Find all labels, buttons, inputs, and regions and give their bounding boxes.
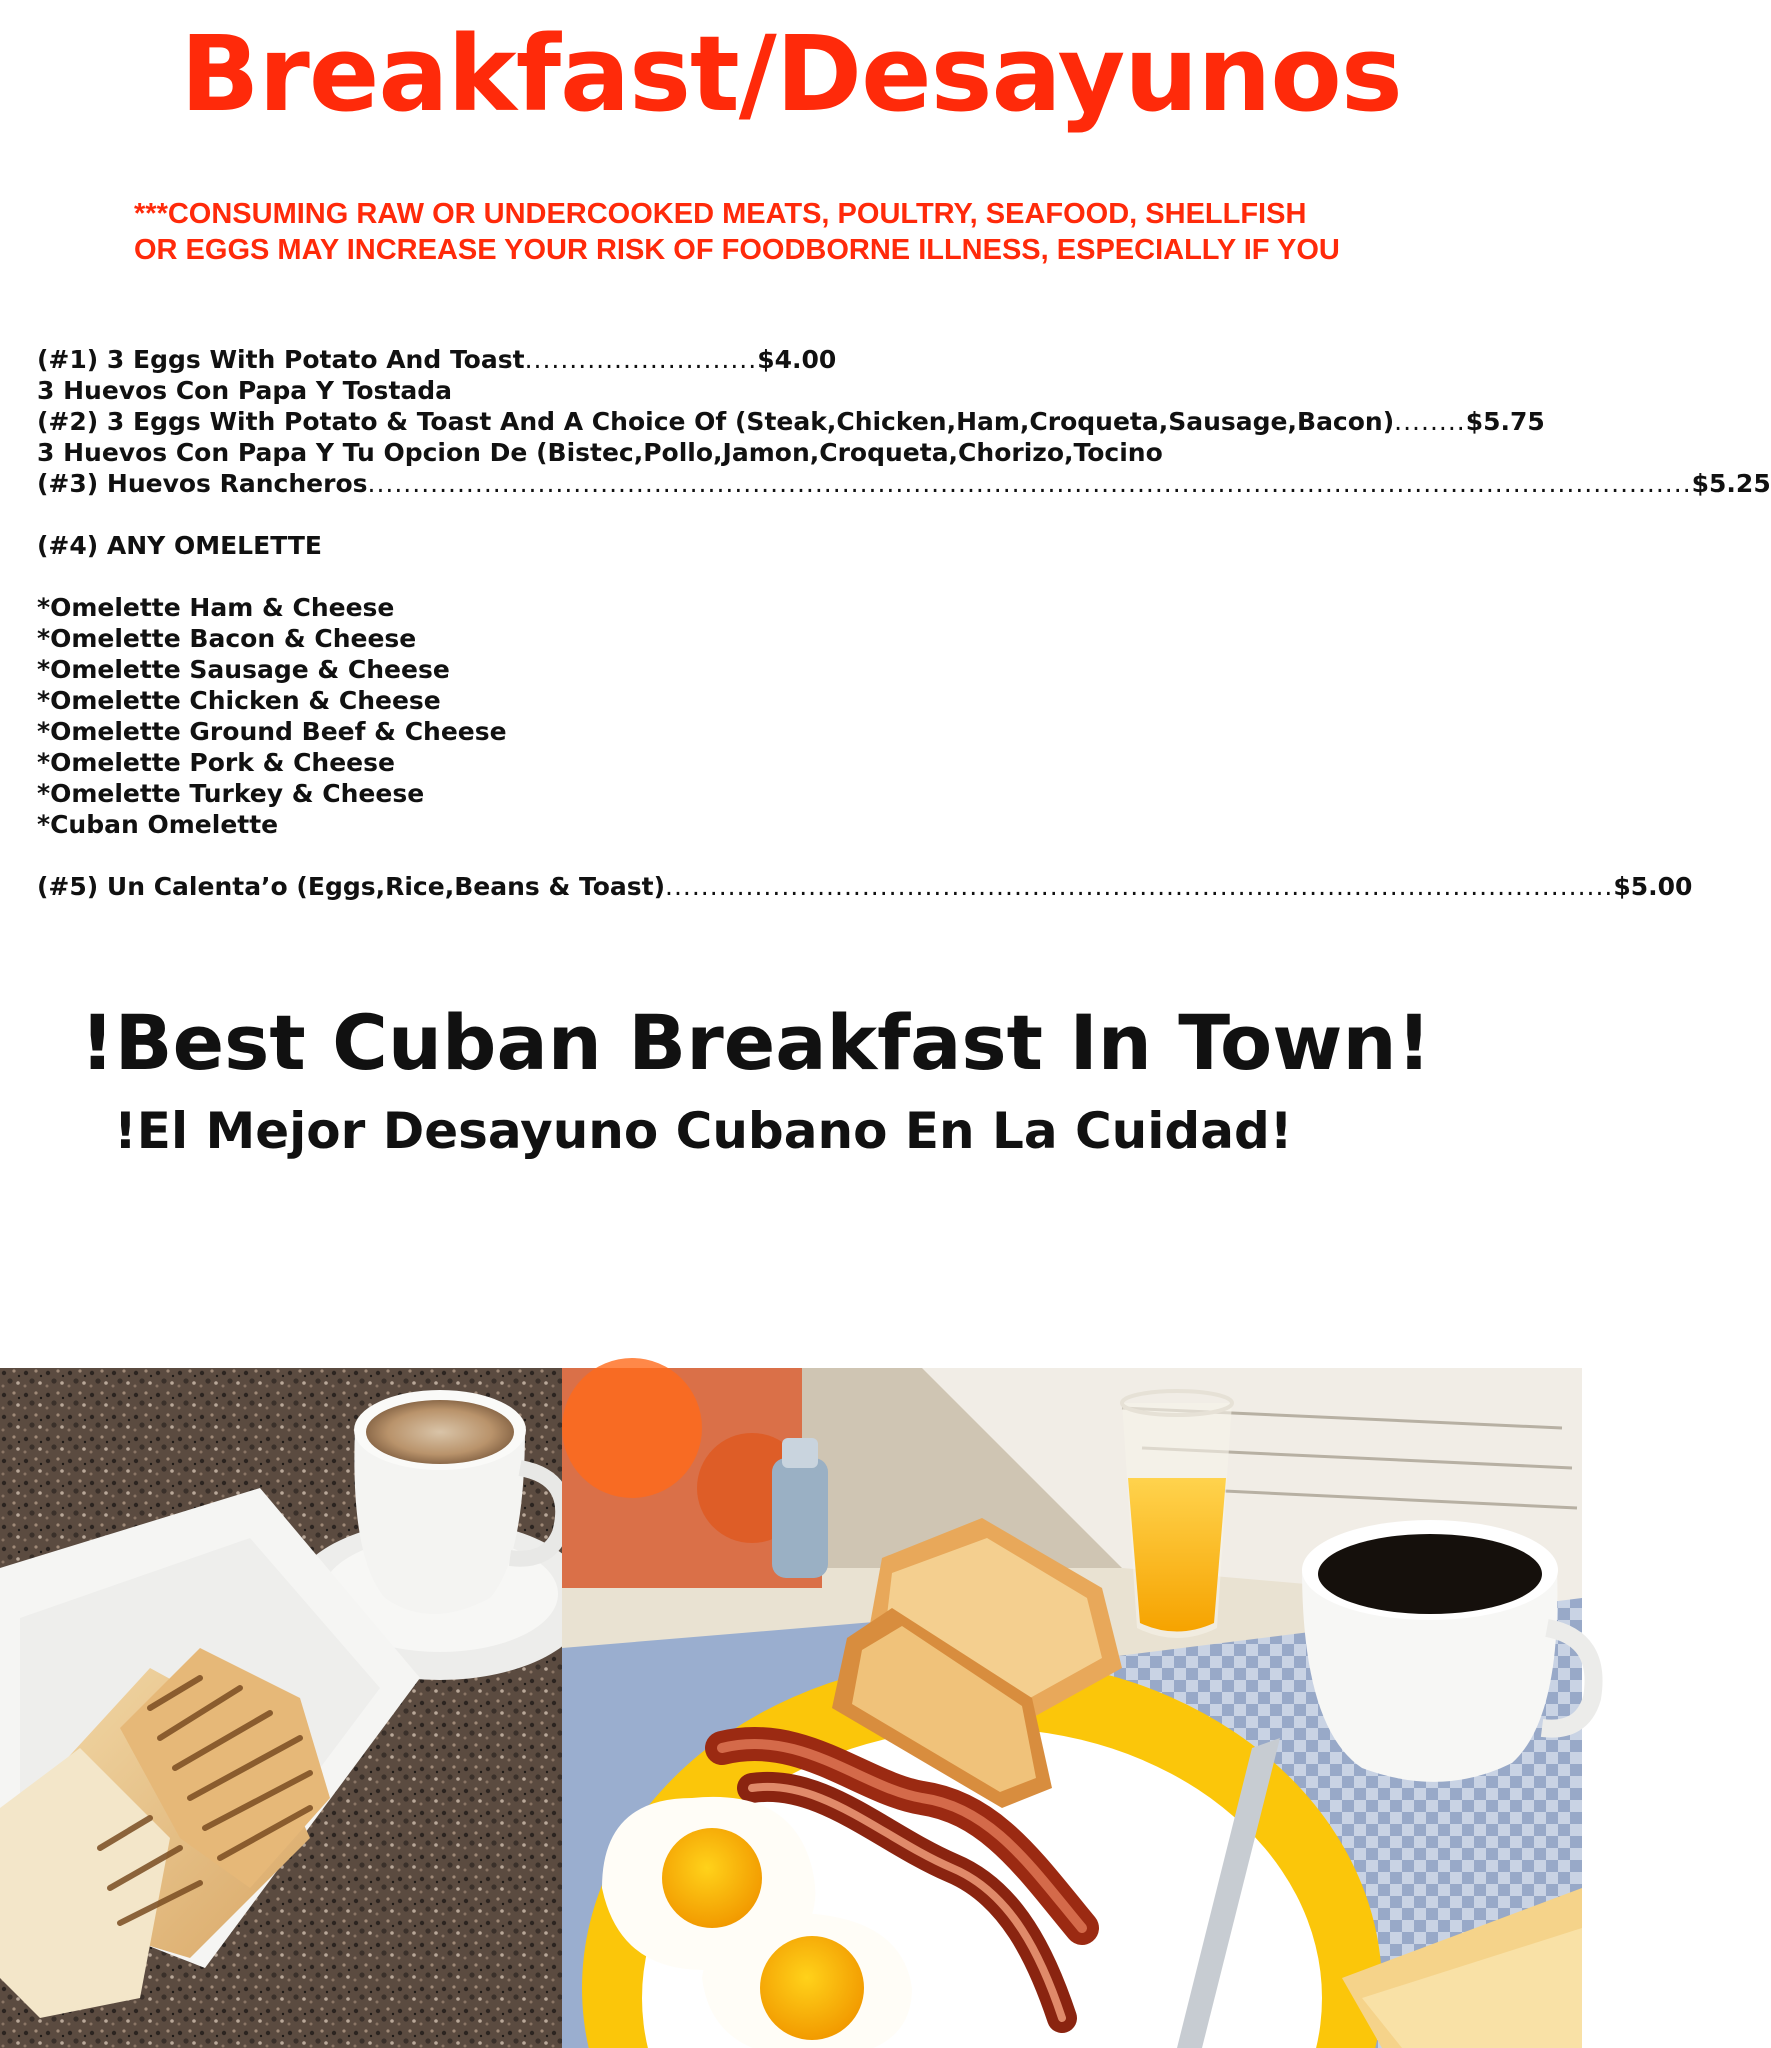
photo-coffee-and-toast [0,1368,562,2048]
menu-item-3-leader: .................................................................................................................................................... [367,469,1692,498]
menu-item-1 [37,344,1557,375]
menu-item-1-price: $4.00 [757,345,837,374]
warning-line-2: OR EGGS MAY INCREASE YOUR RISK OF FOODBORNE ILLNESS, ESPECIALLY IF YOU [134,234,1340,266]
menu-item-5-price: $5.00 [1613,872,1693,901]
menu-item-1-name: (#1) 3 Eggs With Potato And Toast [37,345,525,374]
spacer [37,499,1557,530]
menu-item-2-spanish: 3 Huevos Con Papa Y Tu Opcion De (Bistec,Pollo,Jamon,Croqueta,Chorizo,Tocino [37,438,1163,467]
omelette-item: *Omelette Turkey & Cheese [37,779,425,808]
menu-item-1-leader: .......................... [524,345,758,374]
menu-item-3 [37,468,1771,499]
food-safety-warning [134,196,1474,268]
omelette-item: *Cuban Omelette [37,810,279,839]
menu-item-2-price: $5.75 [1465,407,1545,436]
menu-item-2-name: (#2) 3 Eggs With Potato & Toast And A Choice Of (Steak,Chicken,Ham,Croqueta,Sausage,Bacon) [37,407,1395,436]
photo-eggs-and-bacon [562,1368,1582,2048]
menu-item-1-spanish: 3 Huevos Con Papa Y Tostada [37,376,453,405]
omelette-item: *Omelette Bacon & Cheese [37,624,417,653]
omelette-item: *Omelette Chicken & Cheese [37,686,441,715]
menu-item-4-header: (#4) ANY OMELETTE [37,531,322,560]
menu-list [37,344,1771,902]
spacer [37,561,1557,592]
omelette-item: *Omelette Pork & Cheese [37,748,395,777]
tagline-english: !Best Cuban Breakfast In Town! [80,998,1432,1087]
menu-item-5-leader: .......................................................................................................... [665,872,1614,901]
omelette-item: *Omelette Ham & Cheese [37,593,395,622]
menu-item-5-name: (#5) Un Calenta’o (Eggs,Rice,Beans & Toast) [37,872,666,901]
menu-title: Breakfast/Desayunos [180,13,1402,135]
tagline-spanish: !El Mejor Desayuno Cubano En La Cuidad! [114,1102,1293,1160]
omelette-item: *Omelette Ground Beef & Cheese [37,717,507,746]
warning-line-1: ***CONSUMING RAW OR UNDERCOOKED MEATS, POULTRY, SEAFOOD, SHELLFISH [134,198,1307,230]
menu-item-2-leader: ........ [1394,407,1466,436]
menu-item-3-name: (#3) Huevos Rancheros [37,469,368,498]
menu-item-5 [37,871,1693,902]
menu-item-3-price: $5.25 [1691,469,1771,498]
omelette-item: *Omelette Sausage & Cheese [37,655,450,684]
spacer [37,840,1557,871]
menu-item-2 [37,406,1557,437]
